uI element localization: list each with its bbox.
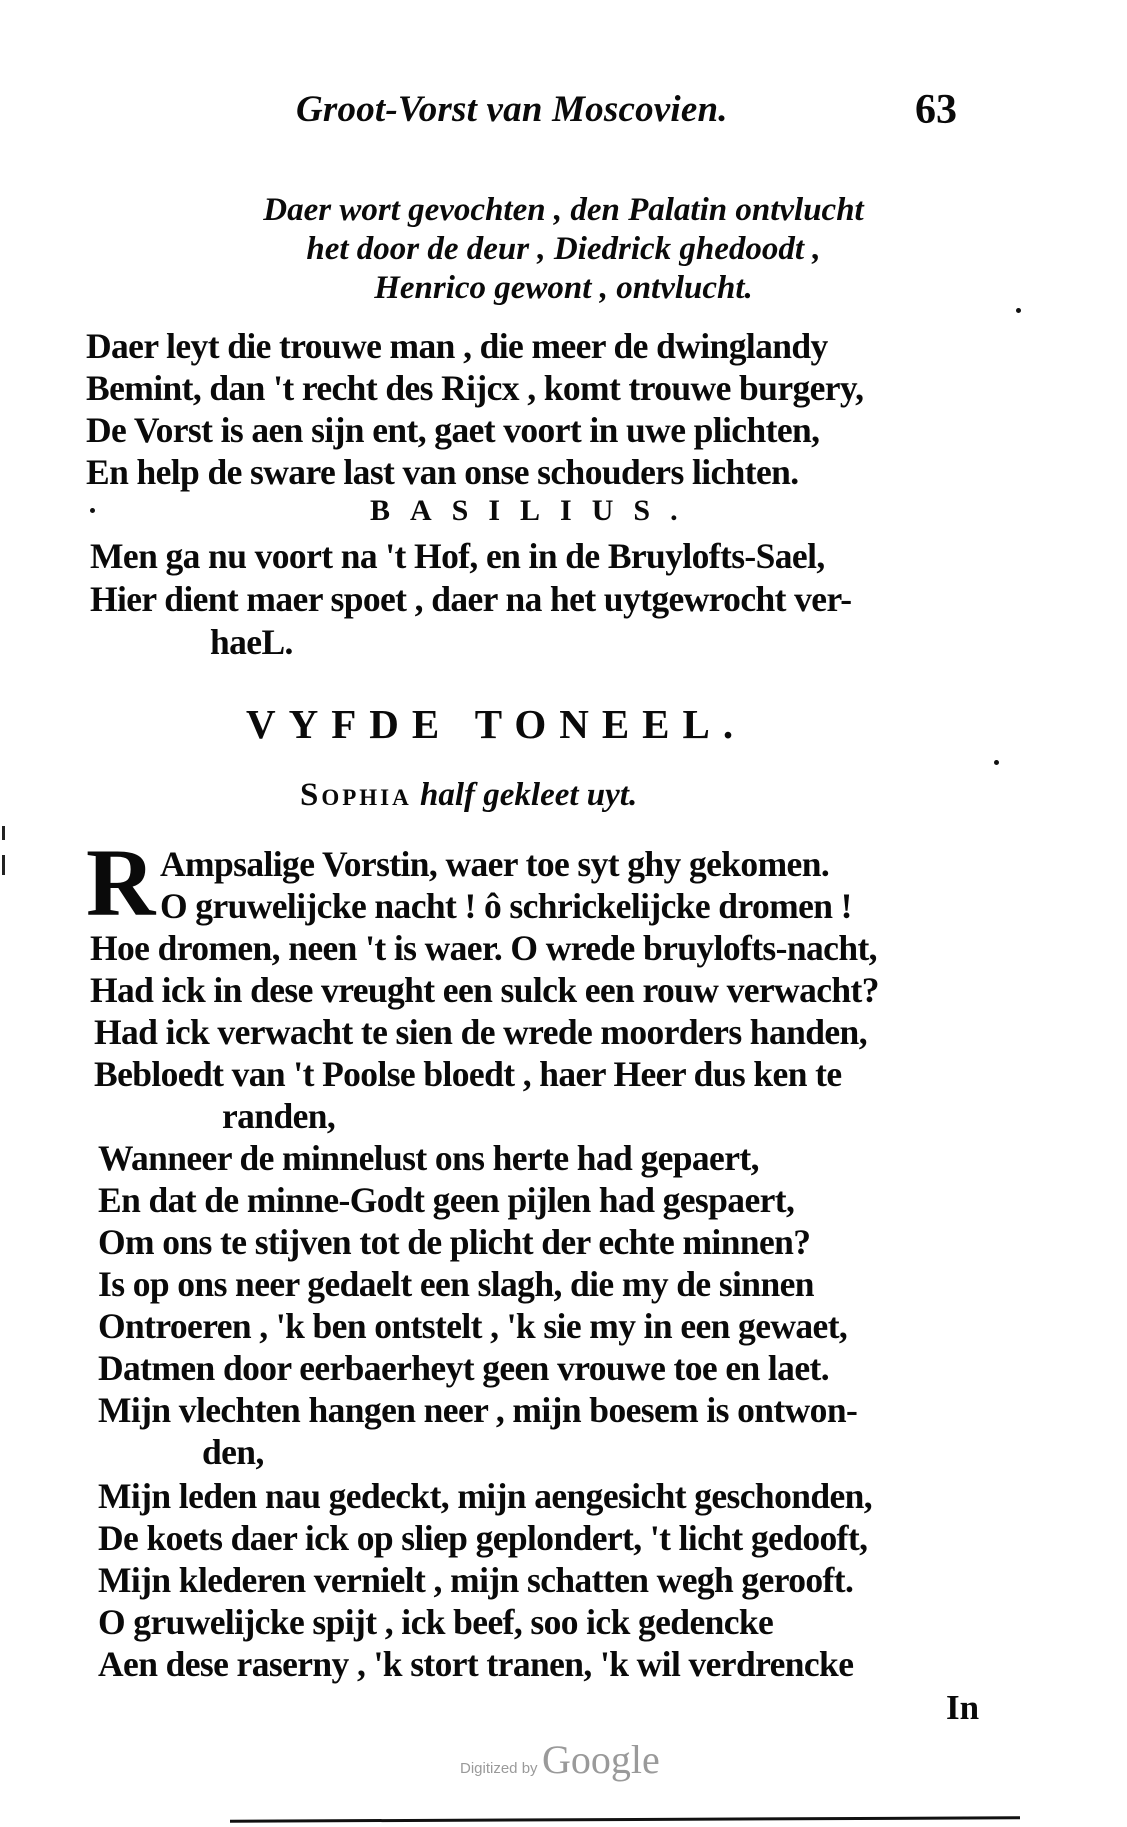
- verse-line: O gruwelijcke spijt , ick beef, soo ick gedencke: [98, 1602, 774, 1642]
- bottom-page-edge-rule: [230, 1816, 1020, 1822]
- verse-line: Wanneer de minnelust ons herte had gepaert,: [98, 1138, 759, 1178]
- verse-line: Men ga nu voort na 't Hof, en in de Bruylofts-Sael,: [90, 536, 825, 576]
- ink-speck: [90, 508, 95, 513]
- verse-line: De Vorst is aen sijn ent, gaet voort in uwe plichten,: [86, 410, 820, 450]
- verse-line: Bebloedt van 't Poolse bloedt , haer Heer dus ken te: [94, 1054, 842, 1094]
- verse-line: De koets daer ick op sliep geplondert, 't licht gedooft,: [98, 1518, 868, 1558]
- verse-line-continuation: randen,: [222, 1096, 336, 1136]
- verse-line: En dat de minne-Godt geen pijlen had gespaert,: [98, 1180, 795, 1220]
- verse-line: Ampsalige Vorstin, waer toe syt ghy gekomen.: [160, 844, 830, 884]
- verse-line-continuation: den,: [202, 1432, 264, 1472]
- verse-line: Om ons te stijven tot de plicht der echte minnen?: [98, 1222, 811, 1262]
- verse-line: En help de sware last van onse schouders lichten.: [86, 452, 799, 492]
- verse-line: Bemint, dan 't recht des Rijcx , komt trouwe burgery,: [86, 368, 864, 408]
- verse-line: Ontroeren , 'k ben ontstelt , 'k sie my in een gewaet,: [98, 1306, 848, 1346]
- watermark-prefix: Digitized by: [460, 1760, 538, 1777]
- catchword: In: [946, 1688, 980, 1727]
- verse-line: Had ick verwacht te sien de wrede moorders handen,: [94, 1012, 867, 1052]
- scene-subtitle: [300, 777, 637, 814]
- page-number: 63: [915, 87, 957, 133]
- verse-line: Datmen door eerbaerheyt geen vrouwe toe en laet.: [98, 1348, 829, 1388]
- verse-line: Daer leyt die trouwe man , die meer de dwinglandy: [86, 326, 828, 366]
- stage-direction-line: het door de deur , Diedrick ghedoodt ,: [306, 231, 821, 267]
- ink-speck: [994, 760, 999, 765]
- verse-line: Aen dese raserny , 'k stort tranen, 'k wil verdrencke: [98, 1644, 854, 1684]
- digitized-by-google-watermark: [460, 1736, 660, 1783]
- stage-direction: half gekleet uyt.: [420, 777, 638, 813]
- stage-direction-line: Henrico gewont , ontvlucht.: [374, 270, 753, 306]
- verse-line: Is op ons neer gedaelt een slagh, die my de sinnen: [98, 1264, 814, 1304]
- verse-line: Mijn klederen vernielt , mijn schatten wegh gerooft.: [98, 1560, 854, 1600]
- verse-line: Mijn vlechten hangen neer , mijn boesem is ontwon-: [98, 1390, 858, 1430]
- verse-line-continuation: haeL.: [210, 622, 293, 662]
- scene-title: VYFDE TONEEL.: [246, 701, 747, 747]
- stage-direction-line: Daer wort gevochten , den Palatin ontvlucht: [263, 192, 864, 228]
- running-head: Groot-Vorst van Moscovien.: [296, 89, 728, 130]
- verse-line: Hoe dromen, neen 't is waer. O wrede bruylofts-nacht,: [90, 928, 877, 968]
- verse-line: Hier dient maer spoet , daer na het uytgewrocht ver-: [90, 579, 852, 619]
- verse-line: Had ick in dese vreught een sulck een rouw verwacht?: [90, 970, 879, 1010]
- verse-line: Mijn leden nau gedeckt, mijn aengesicht geschonden,: [98, 1476, 873, 1516]
- ink-speck: [1016, 308, 1021, 313]
- google-logo: Google: [542, 1737, 660, 1782]
- speaker-name: BASILIUS.: [370, 494, 698, 527]
- left-edge-mark: [2, 826, 5, 840]
- character-name: Sophia: [300, 777, 412, 813]
- verse-line: O gruwelijcke nacht ! ô schrickelijcke dromen !: [160, 886, 852, 926]
- left-edge-mark: [2, 855, 5, 875]
- drop-cap: R: [86, 829, 156, 936]
